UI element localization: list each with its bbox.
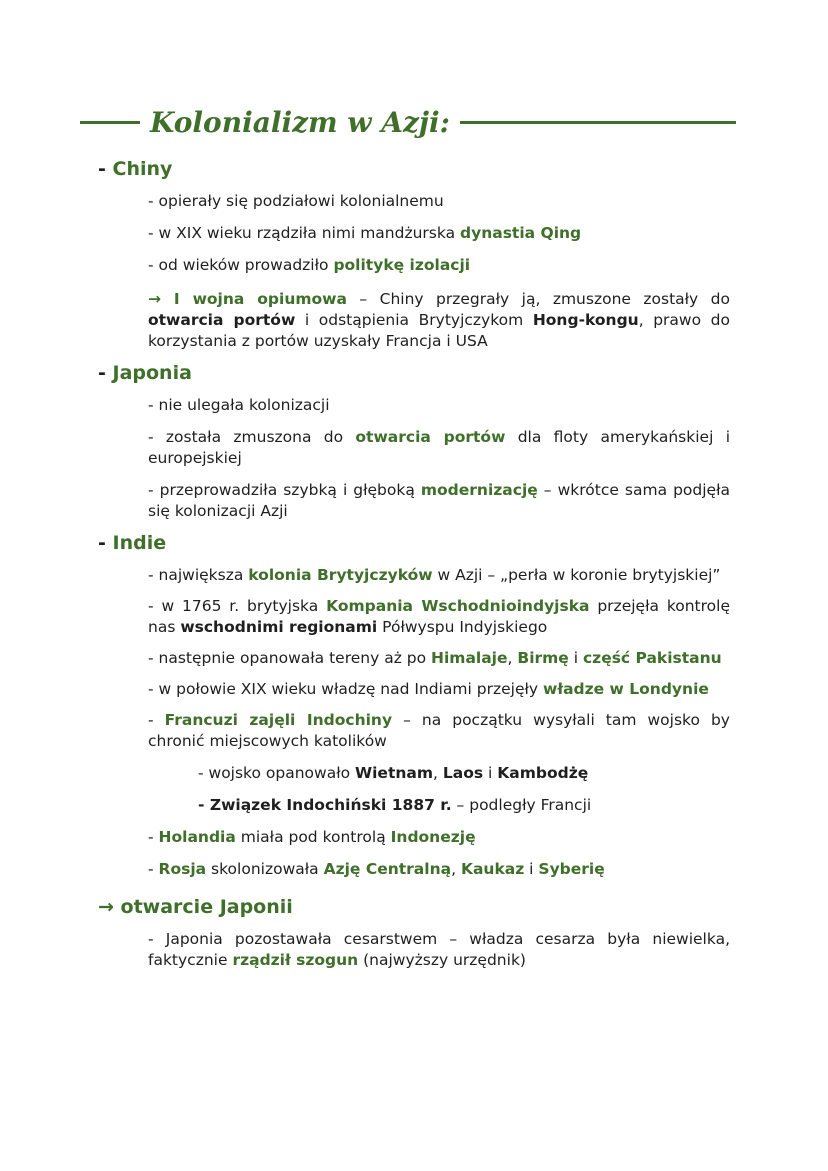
list-item [148, 648, 730, 669]
highlight-text: Himalaje [431, 649, 508, 667]
list-item [148, 710, 730, 752]
highlight-text: Francuzi zajęli Indochiny [164, 711, 393, 729]
item-text: Półwyspu Indyjskiego [377, 618, 548, 636]
item-text: – na początku wysyłali tam wojsko by chronić miejscowych katolików [148, 711, 730, 750]
list-item [148, 929, 730, 971]
page-title: Kolonializm w Azji: [150, 105, 450, 139]
list-item [148, 395, 730, 416]
highlight-text: modernizację [420, 481, 538, 499]
heading-text: Indie [112, 532, 167, 554]
list-item [198, 763, 730, 784]
item-text: , [507, 649, 518, 667]
item-text: – wkrótce sama podjęła się kolonizacji Azji [148, 481, 730, 520]
highlight-text: otwarcia portów [355, 428, 506, 446]
list-item [198, 795, 730, 816]
item-text: , prawo do korzystania z portów uzyskały Francja i USA [148, 311, 731, 350]
item-text: - [148, 860, 159, 878]
highlight-text: Syberię [538, 860, 605, 878]
bold-text: Hong-kongu [532, 311, 639, 329]
item-text: - największa [148, 566, 249, 584]
item-text: - od wieków prowadziło [148, 256, 334, 274]
heading-dash: - [98, 532, 113, 554]
item-text: - następnie opanowała tereny aż po [148, 649, 432, 667]
section-heading-indie [98, 530, 730, 556]
item-text: w Azji – „perła w koronie brytyjskiej” [432, 566, 721, 584]
bold-text: otwarcia portów [148, 311, 296, 329]
section-heading-chiny [98, 156, 730, 182]
item-text: , [451, 860, 461, 878]
highlight-text: Kompania Wschodnioindyjska [326, 597, 590, 615]
highlight-text: dynastia Qing [460, 224, 582, 242]
title-divider-left [80, 121, 140, 124]
list-item [148, 596, 730, 638]
item-text: , [433, 764, 443, 782]
item-text: - Japonia pozostawała cesarstwem – władza cesarza była niewielka, faktycznie [148, 930, 730, 969]
title-divider-right [460, 121, 736, 124]
highlight-text: władze w Londynie [543, 680, 709, 698]
list-item [148, 859, 730, 880]
bold-text: Laos [442, 764, 484, 782]
section-heading-otwarcie-japonii [98, 894, 730, 920]
notes-content [98, 156, 730, 971]
list-item [148, 480, 730, 522]
item-text: - w XIX wieku rządziła nimi mandżurska [148, 224, 461, 242]
item-text: dla floty amerykańskiej i europejskiej [148, 428, 731, 467]
heading-dash: - [98, 362, 113, 384]
highlight-text: → I wojna opiumowa [148, 290, 347, 308]
highlight-text: politykę izolacji [333, 256, 471, 274]
bold-text: Wietnam [355, 764, 433, 782]
item-text: i odstąpienia Brytyjczykom [295, 311, 533, 329]
list-item [148, 223, 730, 244]
bold-text: - Związek Indochiński 1887 r. [198, 796, 452, 814]
list-item [148, 427, 730, 469]
item-text: przejęła kontrolę nas [148, 597, 730, 636]
list-item [148, 679, 730, 700]
highlight-text: Azję Centralną [323, 860, 452, 878]
item-text: i [568, 649, 583, 667]
item-text: miała pod kontrolą [235, 828, 391, 846]
list-item [148, 191, 730, 212]
heading-text: → otwarcie Japonii [98, 896, 293, 918]
highlight-text: kolonia Brytyjczyków [248, 566, 433, 584]
list-item [148, 255, 730, 276]
heading-dash: - [98, 158, 113, 180]
list-item [148, 289, 730, 352]
list-item [148, 565, 730, 586]
highlight-text: Indonezję [390, 828, 476, 846]
item-text: i [524, 860, 539, 878]
item-text: - została zmuszona do [148, 428, 356, 446]
item-text: - [148, 828, 159, 846]
section-heading-japonia [98, 360, 730, 386]
highlight-text: część Pakistanu [582, 649, 722, 667]
item-text: - nie ulegała kolonizacji [148, 396, 330, 414]
highlight-text: rządził szogun [232, 951, 359, 969]
page-title-row [80, 100, 736, 144]
highlight-text: Holandia [158, 828, 236, 846]
bold-text: Kambodżę [497, 764, 589, 782]
item-text: (najwyższy urzędnik) [358, 951, 526, 969]
item-text: - w połowie XIX wieku władzę nad Indiami przejęły [148, 680, 543, 698]
highlight-text: Rosja [158, 860, 207, 878]
highlight-text: Kaukaz [460, 860, 525, 878]
bold-text: wschodnimi regionami [180, 618, 378, 636]
highlight-text: Birmę [517, 649, 569, 667]
item-text: - wojsko opanowało [198, 764, 356, 782]
heading-text: Japonia [112, 362, 192, 384]
item-text: – podległy Francji [451, 796, 592, 814]
item-text: - przeprowadziła szybką i głęboką [148, 481, 421, 499]
item-text: skolonizowała [206, 860, 324, 878]
heading-text: Chiny [112, 158, 173, 180]
item-text: - [148, 711, 165, 729]
item-text: i [483, 764, 498, 782]
list-item [148, 827, 730, 848]
item-text: - opierały się podziałowi kolonialnemu [148, 192, 444, 210]
item-text: – Chiny przegrały ją, zmuszone zostały do [346, 290, 731, 308]
item-text: - w 1765 r. brytyjska [148, 597, 327, 615]
